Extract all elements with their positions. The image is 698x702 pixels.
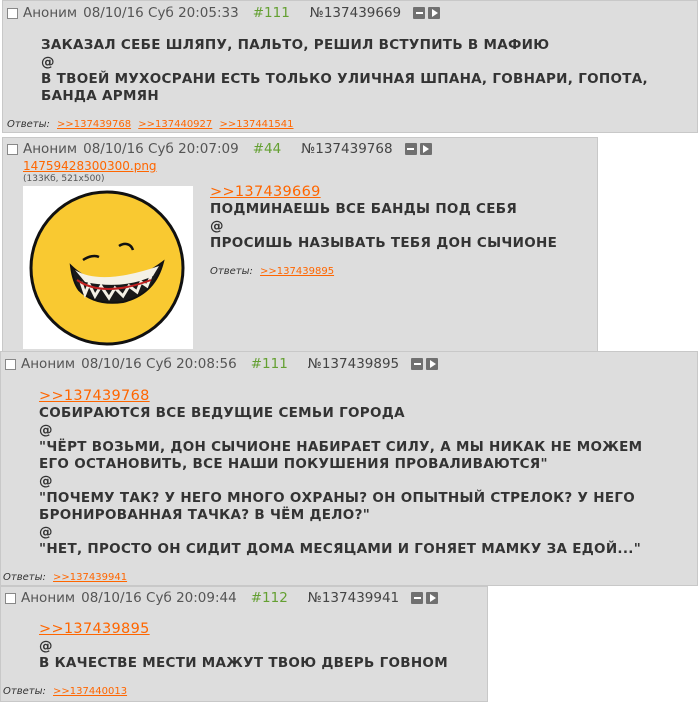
message-line: БАНДА АРМЯН — [41, 88, 159, 104]
message-line: "ПОЧЕМУ ТАК? У НЕГО МНОГО ОХРАНЫ? ОН ОПЫТНЫЙ СТРЕЛОК? У НЕГО — [39, 490, 636, 506]
post-menu-icon[interactable] — [428, 7, 440, 19]
post-header — [5, 356, 441, 372]
post-date: 08/10/16 Суб 20:09:44 — [81, 590, 237, 606]
post-number: #44 — [252, 141, 282, 157]
post-message — [39, 388, 642, 558]
post-id-link[interactable]: №137439941 — [307, 590, 400, 606]
post-message — [41, 37, 648, 105]
message-line: @ — [210, 218, 224, 234]
post-replies — [210, 266, 334, 277]
attachment-thumbnail[interactable] — [23, 186, 193, 349]
reply-link[interactable]: >>137439941 — [53, 572, 128, 583]
replies-label: Ответы: — [3, 572, 46, 583]
attachment-info: (133Кб, 521x500) — [23, 174, 105, 184]
select-post-checkbox[interactable] — [7, 8, 18, 19]
post-number: #111 — [250, 356, 288, 372]
message-line: ЕГО ОСТАНОВИТЬ, ВСЕ НАШИ ПОКУШЕНИЯ ПРОВАЛИВАЮТСЯ" — [39, 456, 548, 472]
post-author: Аноним — [21, 356, 76, 372]
message-line: @ — [39, 638, 53, 654]
post-author: Аноним — [23, 5, 78, 21]
post-message — [210, 184, 557, 252]
reply-link[interactable]: >>137440013 — [53, 686, 128, 697]
post-137439941 — [0, 586, 488, 702]
post-number: #111 — [252, 5, 290, 21]
message-line: ЗАКАЗАЛ СЕБЕ ШЛЯПУ, ПАЛЬТО, РЕШИЛ ВСТУПИТЬ В МАФИЮ — [41, 37, 550, 53]
quote-link[interactable]: >>137439669 — [210, 184, 321, 200]
post-author: Аноним — [21, 590, 76, 606]
post-message — [39, 621, 448, 672]
post-header — [5, 590, 441, 606]
post-replies — [7, 119, 294, 130]
select-post-checkbox[interactable] — [5, 593, 16, 604]
post-id-link[interactable]: №137439768 — [301, 141, 393, 157]
message-line: "ЧЁРТ ВОЗЬМИ, ДОН СЫЧИОНЕ НАБИРАЕТ СИЛУ, А МЫ НИКАК НЕ МОЖЕМ — [39, 439, 643, 455]
message-line: В ТВОЕЙ МУХОСРАНИ ЕСТЬ ТОЛЬКО УЛИЧНАЯ ШПАНА, ГОВНАРИ, ГОПОТА, — [41, 71, 648, 87]
post-date: 08/10/16 Суб 20:05:33 — [83, 5, 239, 21]
post-137439669 — [2, 0, 698, 133]
message-line: ПОДМИНАЕШЬ ВСЕ БАНДЫ ПОД СЕБЯ — [210, 201, 518, 217]
post-replies — [3, 686, 127, 697]
post-date: 08/10/16 Суб 20:08:56 — [81, 356, 237, 372]
message-line: @ — [39, 473, 53, 489]
post-id-link[interactable]: №137439895 — [307, 356, 400, 372]
post-menu-icon[interactable] — [426, 592, 438, 604]
message-line: В КАЧЕСТВЕ МЕСТИ МАЖУТ ТВОЮ ДВЕРЬ ГОВНОМ — [39, 655, 448, 671]
post-replies — [3, 572, 127, 583]
message-line: ПРОСИШЬ НАЗЫВАТЬ ТЕБЯ ДОН СЫЧИОНЕ — [210, 235, 558, 251]
post-date: 08/10/16 Суб 20:07:09 — [83, 141, 239, 157]
select-post-checkbox[interactable] — [5, 359, 16, 370]
post-author: Аноним — [23, 141, 78, 157]
post-header — [7, 5, 443, 21]
post-menu-icon[interactable] — [426, 358, 438, 370]
message-line: СОБИРАЮТСЯ ВСЕ ВЕДУЩИЕ СЕМЬИ ГОРОДА — [39, 405, 405, 421]
post-id-link[interactable]: №137439669 — [309, 5, 402, 21]
quote-link[interactable]: >>137439895 — [39, 621, 150, 637]
quote-link[interactable]: >>137439768 — [39, 388, 150, 404]
replies-label: Ответы: — [210, 266, 253, 277]
reply-link[interactable]: >>137440927 — [138, 119, 213, 130]
message-line: БРОНИРОВАННАЯ ТАЧКА? В ЧЁМ ДЕЛО?" — [39, 507, 371, 523]
hide-post-icon[interactable] — [413, 7, 425, 19]
post-number: #112 — [250, 590, 288, 606]
post-137439895 — [0, 351, 698, 586]
hide-post-icon[interactable] — [411, 592, 423, 604]
post-menu-icon[interactable] — [420, 143, 432, 155]
message-line: @ — [41, 54, 55, 70]
replies-label: Ответы: — [3, 686, 46, 697]
message-line: "НЕТ, ПРОСТО ОН СИДИТ ДОМА МЕСЯЦАМИ И ГОНЯЕТ МАМКУ ЗА ЕДОЙ..." — [39, 541, 642, 557]
replies-label: Ответы: — [7, 119, 50, 130]
select-post-checkbox[interactable] — [7, 144, 18, 155]
reply-link[interactable]: >>137439768 — [57, 119, 132, 130]
post-137439768 — [2, 137, 598, 355]
post-header — [7, 141, 435, 157]
reply-link[interactable]: >>137441541 — [219, 119, 294, 130]
attachment-filename[interactable]: 14759428300300.png — [23, 159, 157, 173]
message-line: @ — [39, 422, 53, 438]
hide-post-icon[interactable] — [411, 358, 423, 370]
message-line: @ — [39, 524, 53, 540]
reply-link[interactable]: >>137439895 — [260, 266, 335, 277]
yellow-smiley-icon — [23, 186, 193, 349]
hide-post-icon[interactable] — [405, 143, 417, 155]
